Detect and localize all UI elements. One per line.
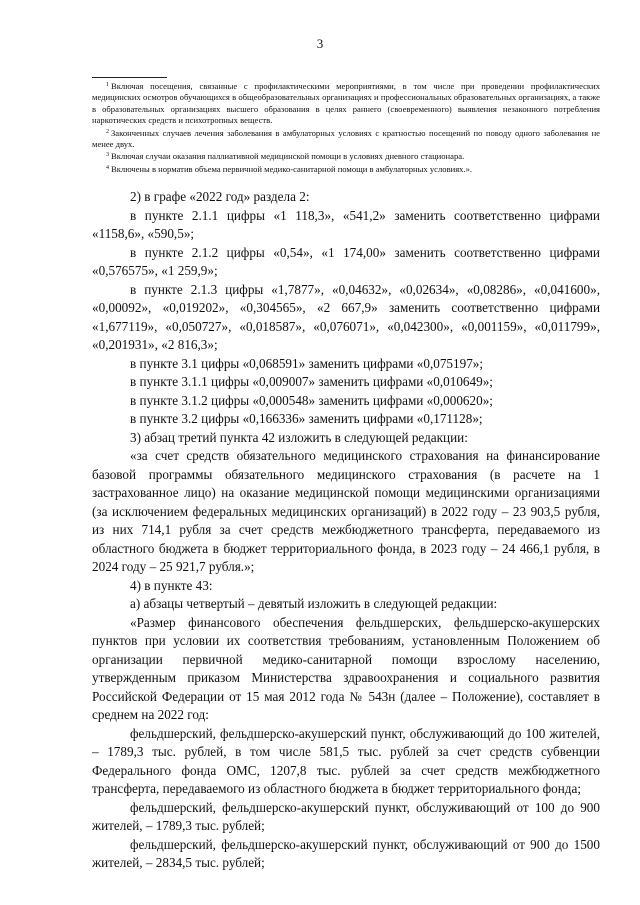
footnote-text: Включая случаи оказания паллиативной медицинской помощи в условиях дневного стационара. <box>111 151 465 162</box>
footnote-2 <box>92 127 600 151</box>
paragraph: 2) в графе «2022 год» раздела 2: <box>130 189 310 204</box>
footnote-4 <box>92 163 600 175</box>
page-number: 3 <box>316 36 324 51</box>
footnote-marker: 4 <box>106 164 109 171</box>
paragraph: в пункте 2.1.2 цифры «0,54», «1 174,00» заменить соответственно цифрами «0,576575», «1 259,9»; <box>92 244 600 278</box>
paragraph: фельдшерский, фельдшерско-акушерский пункт, обслуживающий от 100 до 900 жителей, – 1789,3 тыс. рублей; <box>92 799 600 833</box>
paragraph: «за счет средств обязательного медицинского страхования на финансирование базовой программы обязательного медицинского страхования (в расчете на 1 застрахованное лицо) на оказание медицинской помощи медицинскими организациями (за исключением федеральных медицинских организаций) в 2022 году – 23 903,5 рубля, из них 714,1 рубля за счет средств межбюджетного трансферта, передаваемого из областного бюджета в бюджет территориального фонда, в 2023 году – 24 466,1 рубля, в 2024 году – 25 921,7 рубля.»; <box>92 448 600 574</box>
paragraph: в пункте 3.1 цифры «0,068591» заменить цифрами «0,075197»; <box>130 355 484 371</box>
paragraph: в пункте 2.1.1 цифры «1 118,3», «541,2» заменить соответственно цифрами «1158,6», «590,5»; <box>92 207 600 241</box>
footnote-marker: 3 <box>106 152 109 159</box>
footnote-text: Законченных случаев лечения заболевания в амбулаторных условиях с кратностью посещений по поводу одного заболевания не менее двух. <box>92 127 600 150</box>
paragraph: в пункте 3.2 цифры «0,166336» заменить цифрами «0,171128»; <box>130 411 483 426</box>
footnote-3 <box>92 150 600 162</box>
footnotes <box>92 80 600 175</box>
paragraph: 3) абзац третий пункта 42 изложить в следующей редакции: <box>130 429 468 445</box>
paragraph: 4) в пункте 43: <box>130 577 213 593</box>
body-text <box>92 188 600 873</box>
footnote-marker: 1 <box>106 82 109 88</box>
paragraph: фельдшерский, фельдшерско-акушерский пункт, обслуживающий от 900 до 1500 жителей, – 2834,5 тыс. рублей; <box>92 836 600 870</box>
paragraph: в пункте 3.1.1 цифры «0,009007» заменить цифрами «0,010649»; <box>130 374 493 389</box>
footnote-1 <box>92 80 600 127</box>
paragraph: в пункте 3.1.2 цифры «0,000548» заменить цифрами «0,000620»; <box>130 392 493 408</box>
paragraph: а) абзацы четвертый – девятый изложить в следующей редакции: <box>130 596 498 611</box>
paragraph: фельдшерский, фельдшерско-акушерский пункт, обслуживающий до 100 жителей, – 1789,3 тыс. рублей, в том числе 581,5 тыс. рублей за счет средств субвенции Федерального фонда ОМС, 1207,8 тыс. рублей за счет средств межбюджетного трансферта, передаваемого из областного бюджета в бюджет территориального фонда; <box>92 725 600 796</box>
footnote-marker: 2 <box>106 128 109 135</box>
footnote-text: Включены в норматив объема первичной медико-санитарной помощи в амбулаторных условиях.». <box>111 163 473 174</box>
paragraph: в пункте 2.1.3 цифры «1,7877», «0,04632», «0,02634», «0,08286», «0,041600», «0,00092», «0,019202», «0,304565», «2 667,9» заменить соответственно цифрами «1,677119», «0,050727», «0,018587», «0,076071», «0,042300», «0,001159», «0,011799», «0,201931», «2 816,3»; <box>92 281 600 352</box>
footnote-text: Включая посещения, связанные с профилактическими мероприятиями, в том числе при проведении профилактических медицинских осмотров обучающихся в общеобразовательных организациях и профессиональных образовательных организациях, а также в образовательных организациях высшего образования в целях раннего (своевременного) выявления незаконного потребления наркотических средств и психотропных веществ. <box>92 81 600 126</box>
paragraph: «Размер финансового обеспечения фельдшерских, фельдшерско-акушерских пунктов при условии их соответствия требованиям, установленным Положением об организации первичной медико-санитарной помощи взрослому населению, утвержденным приказом Министерства здравоохранения и социального развития Российской Федерации от 15 мая 2012 года № 543н (далее – Положение), составляет в среднем на 2022 год: <box>92 614 600 722</box>
footnote-separator <box>92 77 167 78</box>
